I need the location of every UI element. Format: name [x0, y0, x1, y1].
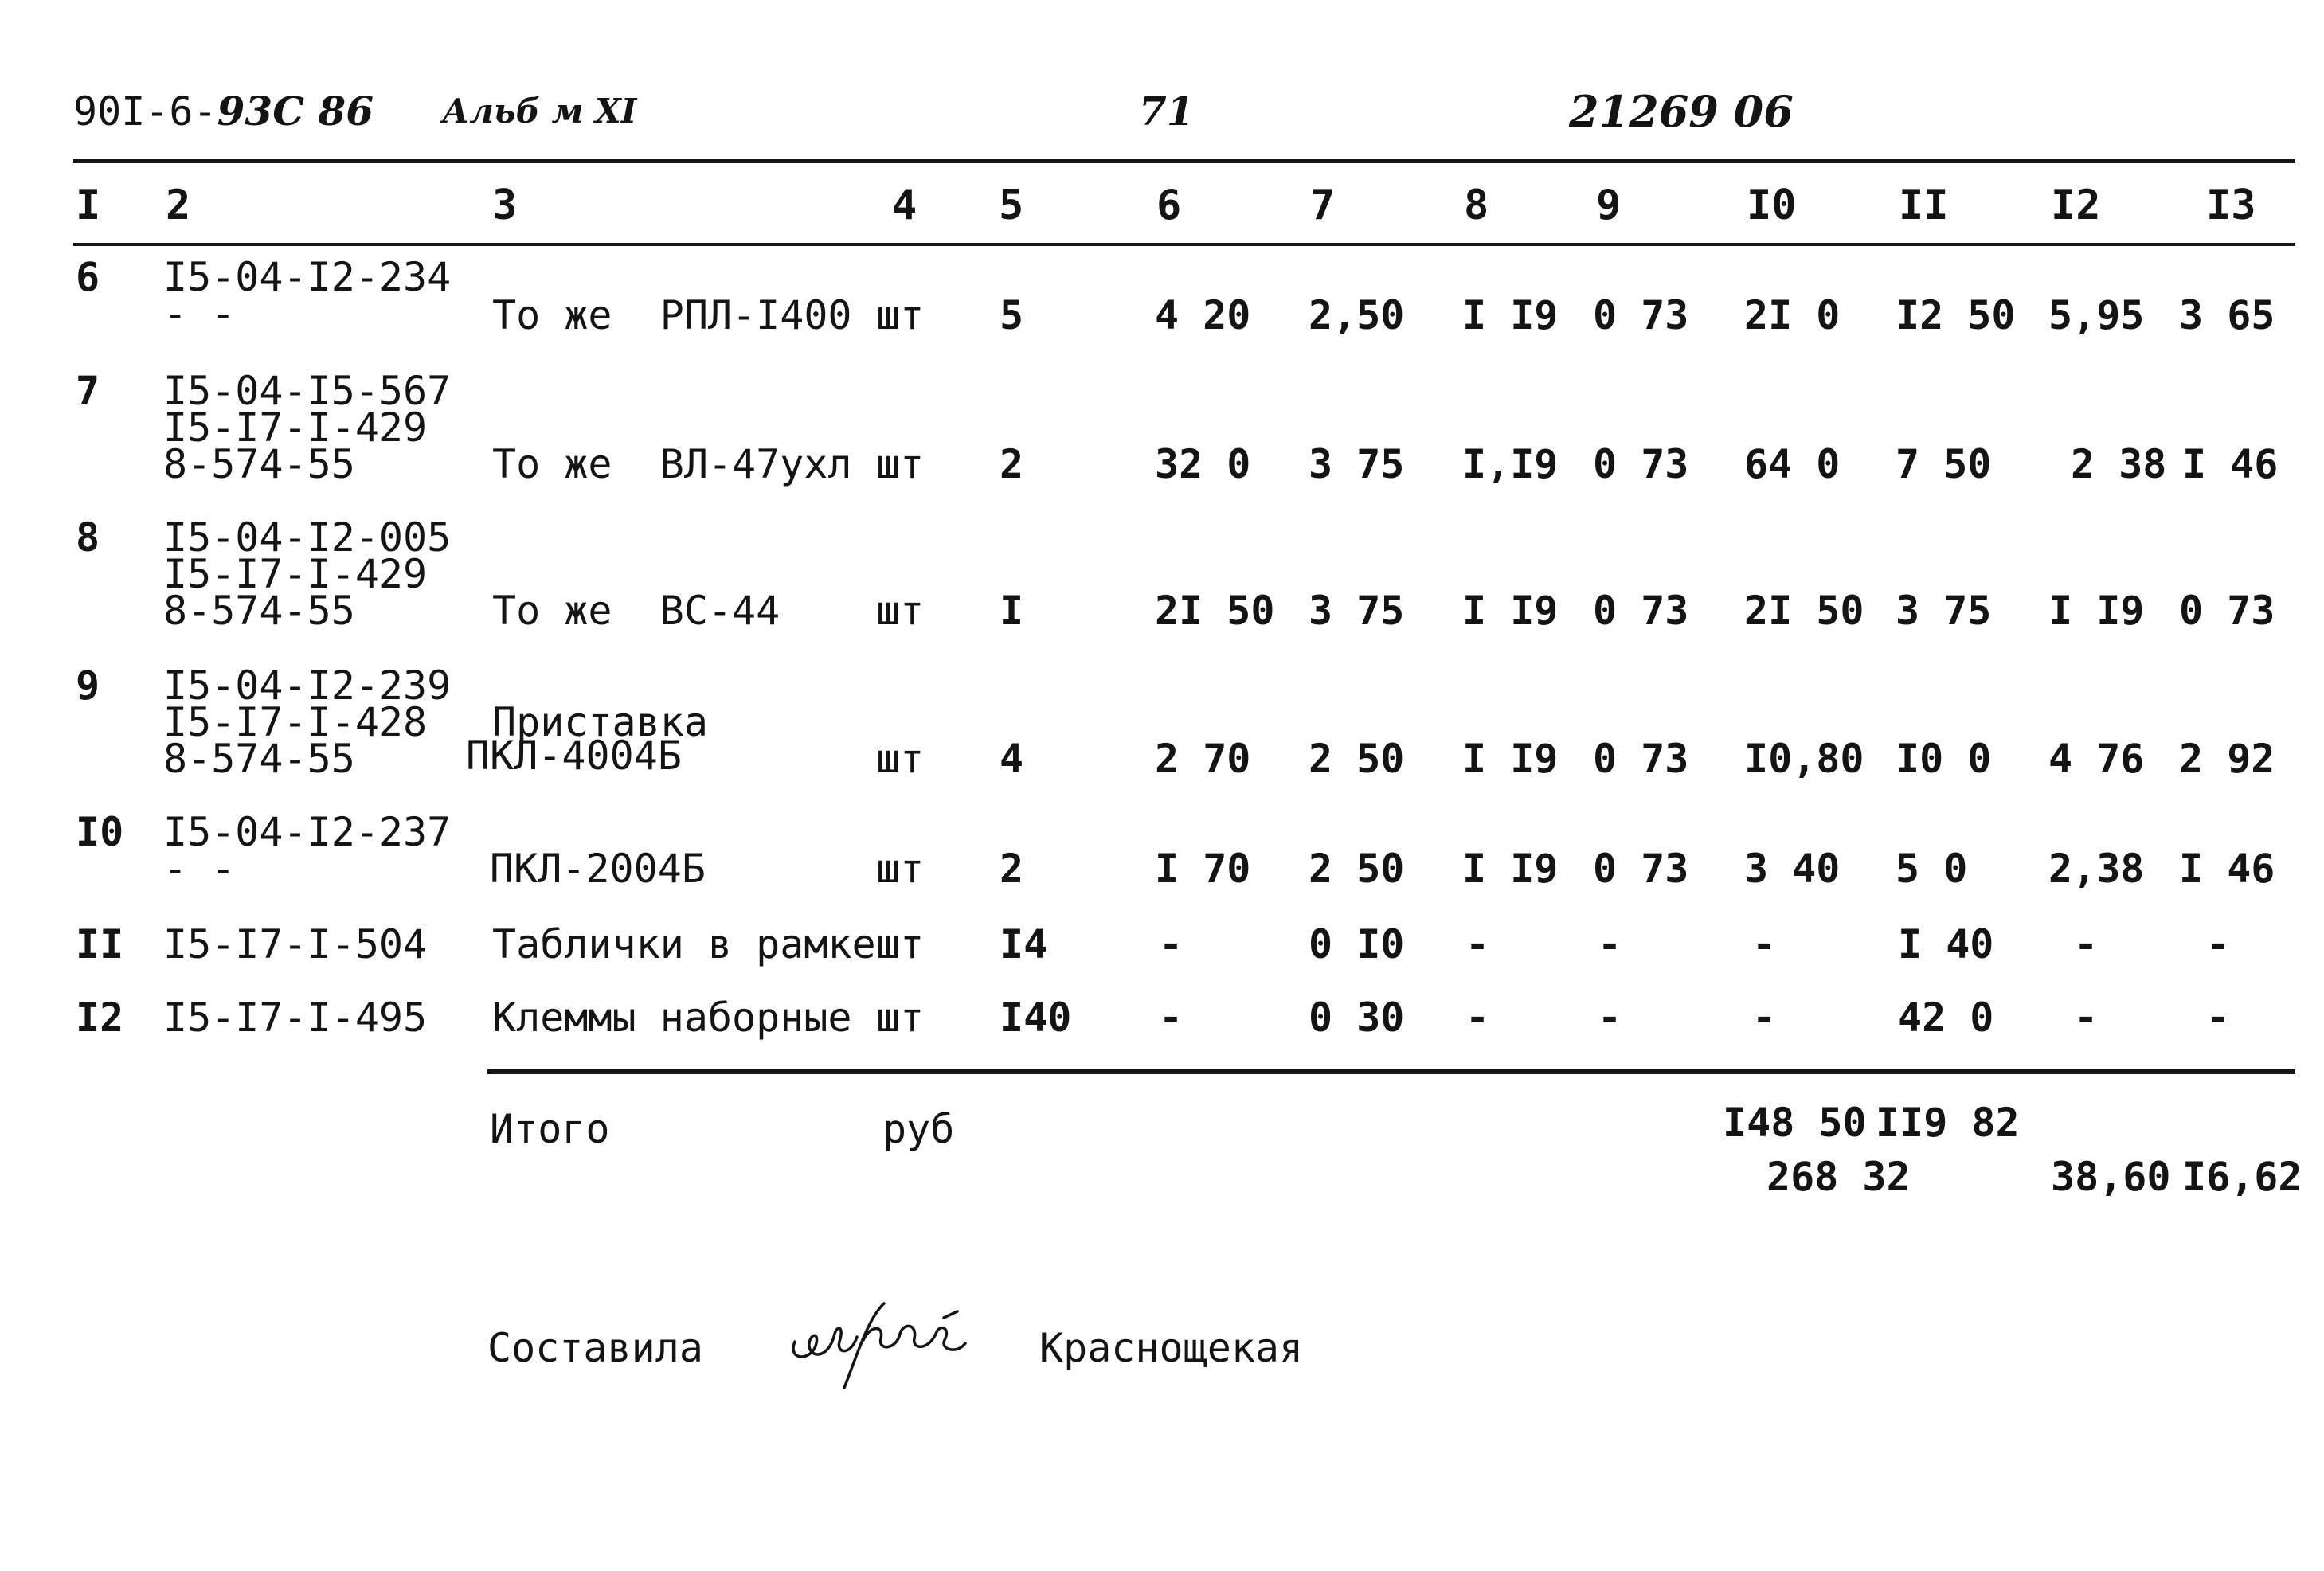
row-col6: 2I 50	[1155, 588, 1275, 634]
col-1-header: I	[76, 182, 101, 229]
row-col9: 0 73	[1593, 736, 1689, 782]
row-col13: 3 65	[2179, 292, 2275, 338]
row-col13: I 46	[2179, 846, 2275, 892]
row-col6: -	[1159, 995, 1184, 1041]
row-col9: -	[1598, 921, 1622, 967]
row-number: 9	[76, 662, 100, 709]
row-qty: I40	[1000, 995, 1072, 1041]
row-name: ПКЛ-4004Б	[466, 733, 682, 779]
row-col13: I 46	[2182, 441, 2279, 487]
row-col9: 0 73	[1593, 441, 1689, 487]
row-number: 8	[76, 514, 100, 561]
row-name: То же ВЛ-47ухл	[492, 441, 852, 487]
row-col13: 2 92	[2179, 736, 2275, 782]
row-col13: -	[2206, 921, 2231, 967]
row-code: I5-I7-I-429	[163, 404, 428, 451]
row-unit: шт	[876, 846, 925, 892]
row-col11: 3 75	[1896, 588, 1992, 634]
row-unit: шт	[876, 441, 925, 487]
row-col8: -	[1465, 995, 1490, 1041]
row-col7: 0 I0	[1309, 921, 1405, 967]
total-col13: I6,62	[2182, 1154, 2302, 1200]
row-col7: 3 75	[1309, 588, 1405, 634]
row-col11: 7 50	[1896, 441, 1992, 487]
row-number: 6	[76, 254, 100, 300]
total-col11: II9 82	[1876, 1100, 2020, 1146]
row-col9: 0 73	[1593, 846, 1689, 892]
col-12-header: I2	[2051, 182, 2101, 229]
col-2-header: 2	[166, 182, 191, 229]
row-col12: 4 76	[2048, 736, 2145, 782]
col-13-header: I3	[2206, 182, 2256, 229]
row-code: I5-I7-I-428	[163, 699, 428, 745]
row-code: 8-574-55	[163, 441, 355, 487]
row-col8: I I9	[1462, 846, 1559, 892]
row-col8: I,I9	[1462, 441, 1559, 487]
row-col6: -	[1159, 921, 1184, 967]
row-col12: 5,95	[2048, 292, 2145, 338]
row-unit: шт	[876, 995, 925, 1041]
row-col10: 3 40	[1744, 846, 1841, 892]
row-number: II	[76, 921, 124, 967]
row-unit: шт	[876, 736, 925, 782]
row-col7: 2 50	[1309, 846, 1405, 892]
row-unit: шт	[876, 292, 925, 338]
row-name: ПКЛ-2004Б	[490, 846, 706, 892]
row-col8: I I9	[1462, 292, 1559, 338]
row-name: Приставка	[492, 699, 708, 745]
row-col9: 0 73	[1593, 588, 1689, 634]
row-code: I5-I7-I-429	[163, 551, 428, 597]
col-11-header: II	[1899, 182, 1949, 229]
row-col7: 3 75	[1309, 441, 1405, 487]
row-col13: 0 73	[2179, 588, 2275, 634]
col-10-header: I0	[1747, 182, 1797, 229]
doc-code-prefix: 90I-6-	[73, 88, 217, 135]
row-col10: 2I 0	[1744, 292, 1841, 338]
row-col11: 5 0	[1896, 846, 1968, 892]
row-qty: 5	[1000, 292, 1024, 338]
row-number: 7	[76, 368, 100, 414]
total-col12: 38,60	[2051, 1154, 2171, 1200]
row-col11: 42 0	[1898, 995, 1994, 1041]
row-qty: I	[1000, 588, 1024, 634]
row-code: I5-I7-I-504	[163, 921, 428, 967]
row-name: То же ВС-44	[492, 588, 781, 634]
row-code: I5-04-I2-237	[163, 809, 452, 855]
row-col8: -	[1465, 921, 1490, 967]
row-number: I0	[76, 809, 124, 855]
row-col13: -	[2206, 995, 2231, 1041]
row-col10: -	[1752, 995, 1777, 1041]
column-header-rule	[73, 243, 2295, 246]
total-sum: 268 32	[1766, 1154, 1911, 1200]
total-unit: руб	[882, 1106, 955, 1152]
row-col8: I I9	[1462, 736, 1559, 782]
row-col10: I0,80	[1744, 736, 1864, 782]
doc-code	[73, 88, 374, 135]
row-col6: 4 20	[1155, 292, 1251, 338]
row-col11: I0 0	[1896, 736, 1992, 782]
total-col10: I48 50	[1723, 1100, 1867, 1146]
col-5-header: 5	[999, 182, 1024, 229]
col-8-header: 8	[1464, 182, 1489, 229]
row-col11: I2 50	[1896, 292, 2016, 338]
row-col11: I 40	[1898, 921, 1994, 967]
row-col12: -	[2074, 921, 2099, 967]
header-rule	[73, 159, 2295, 163]
row-qty: 2	[1000, 846, 1024, 892]
total-label: Итого	[490, 1106, 610, 1152]
row-code: 8-574-55	[163, 588, 355, 634]
row-col12: 2,38	[2048, 846, 2145, 892]
doc-code-handwritten: 93С 86	[217, 88, 374, 135]
row-unit: шт	[876, 588, 925, 634]
document-number: 21269 06	[1569, 86, 1794, 137]
row-col10: 2I 50	[1744, 588, 1864, 634]
row-col8: I I9	[1462, 588, 1559, 634]
col-3-header: 3	[492, 182, 518, 229]
row-name: Клеммы наборные	[492, 995, 852, 1041]
row-code: I5-04-I5-567	[163, 368, 452, 414]
row-name: Таблички в рамке	[492, 921, 876, 967]
total-rule	[487, 1069, 2295, 1074]
signature	[781, 1286, 972, 1389]
col-7-header: 7	[1310, 182, 1336, 229]
row-col12: -	[2074, 995, 2099, 1041]
row-number: I2	[76, 995, 124, 1041]
row-col12: 2 38	[2071, 441, 2167, 487]
row-col9: -	[1598, 995, 1622, 1041]
row-code: I5-04-I2-234	[163, 254, 452, 300]
row-code: - -	[163, 291, 236, 337]
row-code: I5-04-I2-239	[163, 662, 452, 709]
row-code: I5-04-I2-005	[163, 514, 452, 561]
composer-name: Краснощекая	[1039, 1325, 1304, 1371]
row-qty: I4	[1000, 921, 1048, 967]
row-unit: шт	[876, 921, 925, 967]
row-col6: 32 0	[1155, 441, 1251, 487]
composed-label: Составила	[487, 1325, 703, 1371]
row-col6: I 70	[1155, 846, 1251, 892]
row-col6: 2 70	[1155, 736, 1251, 782]
row-col7: 2,50	[1309, 292, 1405, 338]
row-code: - -	[163, 846, 236, 892]
row-qty: 4	[1000, 736, 1024, 782]
album-label: Альб м XI	[442, 92, 637, 131]
row-col7: 0 30	[1309, 995, 1405, 1041]
row-col12: I I9	[2048, 588, 2145, 634]
row-qty: 2	[1000, 441, 1024, 487]
col-9-header: 9	[1596, 182, 1622, 229]
row-col7: 2 50	[1309, 736, 1405, 782]
row-col10: 64 0	[1744, 441, 1841, 487]
row-code: 8-574-55	[163, 736, 355, 782]
row-name: То же РПЛ-I400	[492, 292, 852, 338]
row-col9: 0 73	[1593, 292, 1689, 338]
col-4-header: 4	[892, 182, 917, 229]
page-number: 71	[1139, 88, 1195, 135]
row-code: I5-I7-I-495	[163, 995, 428, 1041]
col-6-header: 6	[1156, 182, 1182, 229]
row-col10: -	[1752, 921, 1777, 967]
